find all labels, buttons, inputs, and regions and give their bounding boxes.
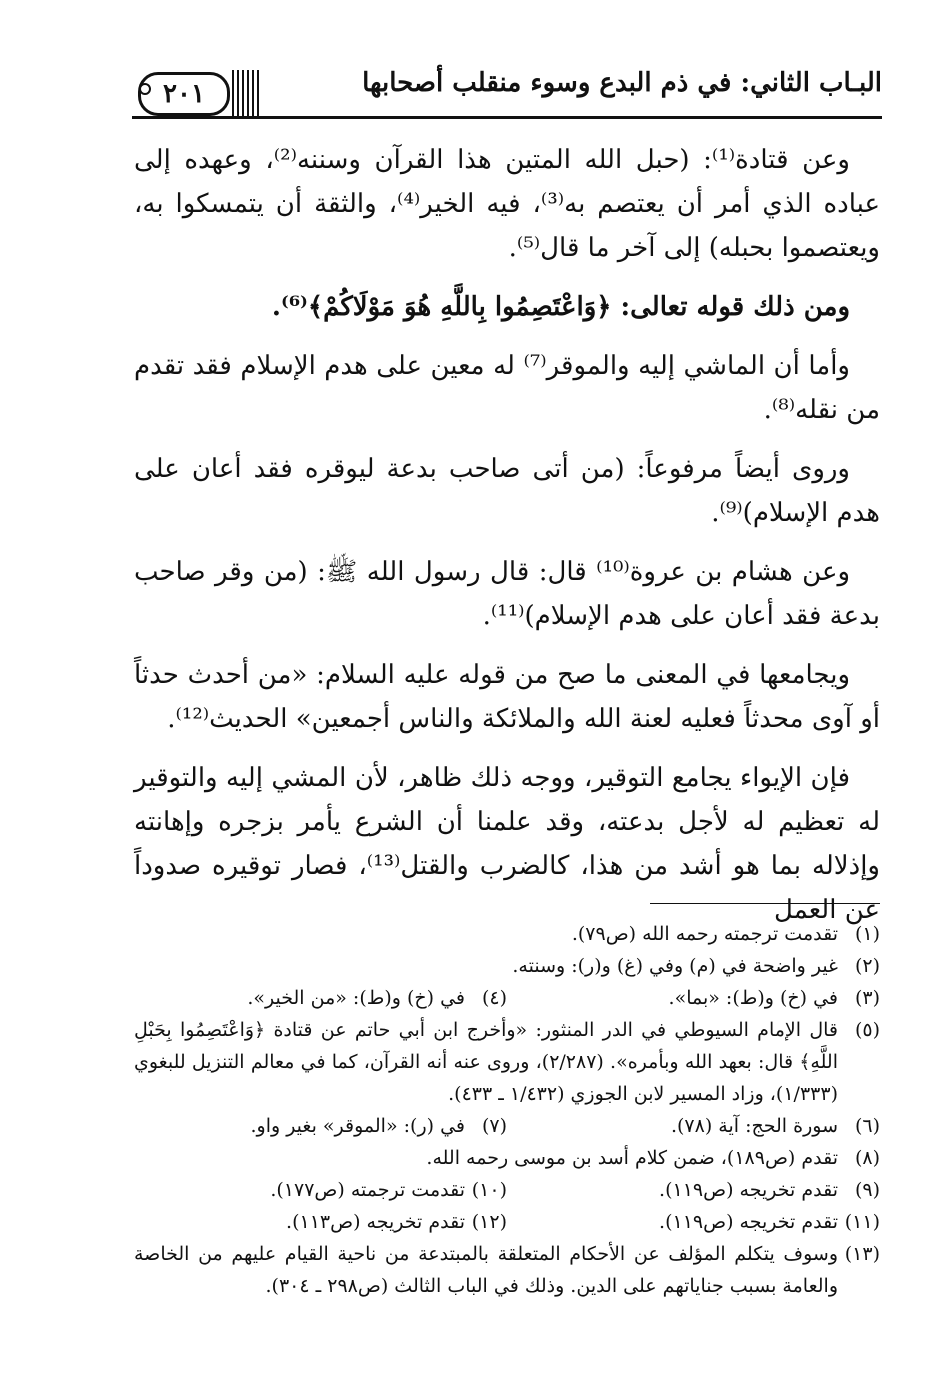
footnote xyxy=(134,1206,507,1238)
footnote xyxy=(507,1206,880,1238)
footnote-number: (٢) xyxy=(854,955,880,977)
footnote-text: تقدم تخريجه (ص١١٩). xyxy=(659,1179,838,1201)
footnote-number: (٣) xyxy=(854,987,880,1009)
footnote-text: في (ر): «الموقر» بغير واو. xyxy=(250,1115,465,1137)
paragraph: وعن قتادة⁽¹⁾: (حبل الله المتين هذا القرآن وسننه⁽²⁾، وعهده إلى عباده الذي أمر أن يعتصم به⁽³⁾، فيه الخير⁽⁴⁾، والثقة أن يتمسكوا به، ويعتصموا بحبله) إلى آخر ما قال⁽⁵⁾. xyxy=(134,145,881,263)
footnote xyxy=(134,1142,880,1174)
footnote-text: تقدمت ترجمته رحمه الله (ص٧٩). xyxy=(571,923,838,945)
footnote-pair xyxy=(134,1206,880,1238)
footnotes xyxy=(134,918,880,1302)
footnote xyxy=(507,1174,880,1206)
paragraph: وعن هشام بن عروة⁽¹⁰⁾ قال: قال رسول الله ﷺ: (من وقر صاحب بدعة فقد أعان على هدم الإسلام)⁽¹¹⁾. xyxy=(134,557,880,631)
page-number-badge xyxy=(138,72,230,116)
footnote-separator xyxy=(650,903,880,904)
footnote xyxy=(134,1238,880,1302)
footnote-number: (٩) xyxy=(854,1179,880,1201)
footnote xyxy=(507,1110,880,1142)
footnote-text: تقدم تخريجه (ص١١٣). xyxy=(286,1211,465,1233)
main-text xyxy=(134,138,880,947)
running-title: البـاب الثاني: في ذم البدع وسوء منقلب أصحابها xyxy=(362,68,882,98)
footnote xyxy=(134,950,880,982)
footnote-number: (٥) xyxy=(854,1019,880,1041)
paragraph: وروى أيضاً مرفوعاً: (من أتى صاحب بدعة ليوقره فقد أعان على هدم الإسلام)⁽⁹⁾. xyxy=(134,454,880,528)
footnote xyxy=(134,1014,880,1110)
footnote-number: (١٠) xyxy=(471,1179,507,1201)
footnote-text: سورة الحج: آية (٧٨). xyxy=(670,1115,838,1137)
footnote xyxy=(134,1174,507,1206)
badge-ornament-dot xyxy=(139,83,151,95)
footnote-number: (١٢) xyxy=(471,1211,507,1233)
footnote-text: وسوف يتكلم المؤلف عن الأحكام المتعلقة بالمبتدعة من ناحية القيام عليهم من الخاصة والعامة بسبب جناياتهم على الدين. وذلك في الباب الثالث (ص٢٩٨ ـ ٣٠٤). xyxy=(134,1243,838,1297)
footnote-text: غير واضحة في (م) وفي (غ) و(ر): وسنته. xyxy=(512,955,838,977)
footnote xyxy=(134,1110,507,1142)
footnote-text: تقدمت ترجمته (ص١٧٧). xyxy=(270,1179,465,1201)
paragraph: ومن ذلك قوله تعالى: ﴿وَاعْتَصِمُوا بِاللَّهِ هُوَ مَوْلَاكُمْ﴾⁽⁶⁾. xyxy=(271,292,850,322)
footnote-text: في (خ) و(ط): «من الخير». xyxy=(247,987,465,1009)
footnote-number: (١١) xyxy=(844,1211,880,1233)
page-header xyxy=(132,60,882,120)
paragraph: ويجامعها في المعنى ما صح من قوله عليه السلام: «من أحدث حدثاً أو آوى محدثاً فعليه لعنة الله والملائكة والناس أجمعين» الحديث⁽¹²⁾. xyxy=(134,660,880,734)
footnote xyxy=(134,918,880,950)
footnote-number: (١٣) xyxy=(844,1243,880,1265)
footnote-text: قال الإمام السيوطي في الدر المنثور: «وأخرج ابن أبي حاتم عن قتادة ﴿وَاعْتَصِمُوا بِحَبْلِ اللَّهِ﴾ قال: بعهد الله وبأمره». (٢/٢٨٧)، وروى عنه أنه القرآن، كما في معالم التنزيل للبغوي (١/٣٣٣)، وزاد المسير لابن الجوزي (١/٤٣٢ ـ ٤٣٣). xyxy=(134,1019,838,1105)
header-rule xyxy=(132,116,882,119)
footnote-number: (٨) xyxy=(854,1147,880,1169)
header-ornament xyxy=(232,70,262,116)
footnote-text: تقدم (ص١٨٩)، ضمن كلام أسد بن موسى رحمه الله. xyxy=(426,1147,838,1169)
footnote-text: تقدم تخريجه (ص١١٩). xyxy=(659,1211,838,1233)
paragraph: فإن الإيواء يجامع التوقير، ووجه ذلك ظاهر، لأن المشي إليه والتوقير له تعظيم له لأجل بدعته، وقد علمنا أن الشرع يأمر بزجره وإهانته وإذلاله بما هو أشد من هذا، كالضرب والقتل⁽¹³⁾، فصار توقيره صدوداً عن العمل xyxy=(134,763,880,925)
footnote-text: في (خ) و(ط): «بما». xyxy=(668,987,838,1009)
paragraph: وأما أن الماشي إليه والموقر⁽⁷⁾ له معين على هدم الإسلام فقد تقدم من نقله⁽⁸⁾. xyxy=(134,351,880,425)
footnote-number: (١) xyxy=(854,923,880,945)
footnote xyxy=(134,982,507,1014)
footnote-pair xyxy=(134,982,880,1014)
footnote-number: (٤) xyxy=(481,987,507,1009)
page-number: ٢٠١ xyxy=(163,79,205,109)
footnote-pair xyxy=(134,1110,880,1142)
footnote-pair xyxy=(134,1174,880,1206)
footnote xyxy=(507,982,880,1014)
footnote-number: (٦) xyxy=(854,1115,880,1137)
footnote-number: (٧) xyxy=(481,1115,507,1137)
